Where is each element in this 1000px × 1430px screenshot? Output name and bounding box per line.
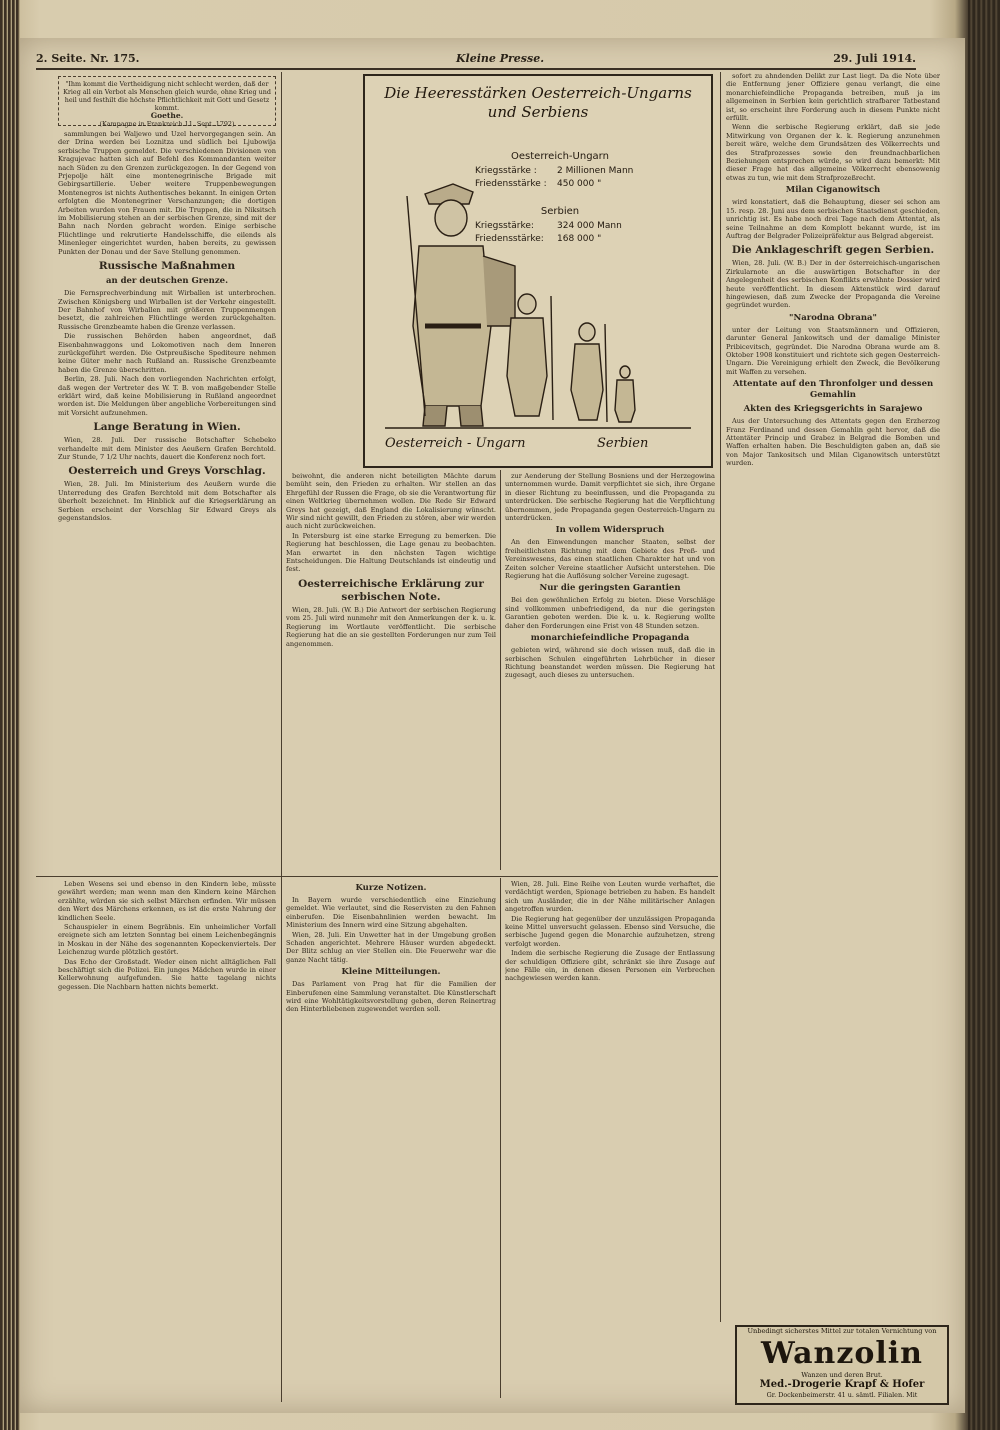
headline-russian-sub: an der deutschen Grenze.: [105, 276, 229, 287]
headline-wiederspruch: In vollem Widerspruch: [555, 525, 665, 536]
article-text: In Bayern wurde verschiedentlich eine Einziehung gemeldet. Wie verlautet, sind die Reservisten zu den Fahnen einberufen. Die Eisenbahnlinien werden bewacht. Im Ministerium des Innern wird eine Sitzung abgehalten.: [286, 896, 496, 930]
headline-lange: Lange Beratung in Wien.: [93, 421, 241, 434]
article-text: An den Einwendungen mancher Staaten, selbst der freiheitlichsten Richtung mit dem Gebiete des Preß- und Vereinswesens, das einen staatlichen Charakter hat und von Zeiten solcher Vereine staatlicher Aufsicht unterstehen. Die Regierung hat die Auflösung solcher Vereine zugesagt.: [505, 538, 715, 581]
article-text: Wien, 28. Juli. (W. B.) Die Antwort der serbischen Regierung vom 25. Juli wird nunmehr mit den Anmerkungen der k. u. k. Regierung im Wortlaute veröffentlicht. Die serbische Regierung hat die an sie gestellten Forderungen nur zum Teil angenommen.: [286, 605, 496, 648]
stat-row: [475, 165, 695, 178]
article-text: sammlungen bei Waljewo und Uzel hervorgegangen sein. An der Drina werden bei Loznitza und südlich bei Ljubowija serbische Truppen gemeldet. Die verschiedenen Divisionen von Kragujevac hatten sich auf Befehl des Kommandanten weiter nach Süden zu den Grenzen zurückgezogen. In der Gegend von Prjepolje hält eine montenegrinische Brigade mit Gebirgsartillerie. Ueber weitere Truppenbewegungen Montenegros ist nichts Authentisches bekannt. In einigen Orten erfolgten die Montenegriner Verschanzungen; die dortigen Arbeiten wurden von Frauen mit. Die Truppen, die in Niksitsch im Mobilisierung stehen an der serbischen Grenze, sind mit der Bahn nach Norden gebracht worden. Einige serbische Flüchtlinge und rekrutierte Handelsschiffe, die eilends als Minenleger eingerichtet wurden, haben bereits, zu gewissen Punkten der Donau und der Save Stellung genommen.: [58, 130, 276, 256]
ad-brand: Wanzolin: [761, 1336, 923, 1371]
article-text: wird konstatiert, daß die Behauptung, dieser sei schon am 15. resp. 28. Juni aus dem serbischen Staatsdienst geschieden, unrichtig ist. Es habe noch drei Tage nach dem Attentat, als seine Teilnahme an dem Komplott bekannt wurde, ist im Auftrag der Belgrader Polizeipräfektur aus Belgrad abgereist.: [726, 198, 940, 240]
headline-oesterreich: Oesterreich und Greys Vorschlag.: [68, 465, 266, 478]
headline-kurze: Kurze Notizen.: [355, 883, 427, 893]
column-divider: [500, 470, 501, 870]
caption-serbia: Serbien: [597, 436, 649, 451]
page-number: 2. Seite. Nr. 175.: [36, 52, 140, 65]
cartoon-title-line1: Die Heeresstärken Oesterreich-Ungarns: [384, 84, 692, 102]
ad-price: Mit: [906, 1391, 918, 1399]
peace-strength-value: 450 000 ": [557, 179, 602, 189]
stat-row: [475, 178, 695, 191]
article-text: Indem die serbische Regierung die Zusage der Entlassung der schuldigen Offiziere gibt, schränkt sie ihre Zusage auf jene Fälle ein, in denen diesen Personen ein Verbrechen nachgewiesen werden kann.: [505, 949, 715, 983]
country-serbia: Serbien: [540, 206, 580, 217]
book-spine: [0, 0, 20, 1430]
article-text: Wien, 28. Juli. Im Ministerium des Aeußern wurde die Unterredung des Grafen Berchtold mit dem Botschafter als überholt bezeichnet. Im Hinblick auf die Kriegserklärung an Serbien erscheint der Vorschlag Sir Edward Greys als gegenstandslos.: [58, 480, 276, 523]
article-text: Wien, 28. Juli. Ein Unwetter hat in der Umgebung großen Schaden angerichtet. Mehrere Häuser wurden abgedeckt. Der Blitz schlug an vier Stellen ein. Die Feuerwehr war die ganze Nacht tätig.: [286, 930, 496, 964]
headline-propaganda: monarchiefeindliche Propaganda: [530, 633, 690, 644]
headline-attentat: Attentate auf den Thronfolger und dessen Gemahlin: [732, 379, 934, 401]
quote-line: "Ihm kommt die Vertheidigung nicht schlecht werden, daß der: [65, 80, 269, 88]
army-statistics: [475, 148, 695, 246]
column-1: [58, 130, 276, 820]
article-text: Die Regierung hat gegenüber der unzulässigen Propaganda keine Mittel unversucht gelassen. Ebenso sind Versuche, die serbische Jugend gegen die Monarchie aufzuhetzen, streng verfolgt worden.: [505, 914, 715, 948]
article-text: Wenn die serbische Regierung erklärt, daß sie jede Mitwirkung von Organen der k. k. Regierung anzunehmen bereit wäre, welche dem Grundsätzen des Völkerrechts und des Strafprozesses sowie den freundnachbarlichen Beziehungen entsprechen würde, so wird dazu bemerkt: Mit dieser Frage hat das allgemeine Völkerrecht ebensowenig etwas zu tun, wie mit dem Strafprozeßrecht.: [726, 123, 940, 182]
country-austria: Oesterreich-Ungarn: [511, 151, 609, 162]
ad-address: [737, 1391, 947, 1399]
column-divider: [500, 878, 501, 1398]
ad-top-line: Unbedingt sicherstes Mittel zur totalen Vernichtung von: [747, 1327, 937, 1335]
war-strength-label: Kriegsstärke :: [475, 166, 537, 176]
small-soldier-figure: [571, 323, 607, 422]
column-7: [505, 880, 715, 1400]
war-strength-label: Kriegsstärke:: [475, 221, 534, 231]
quote-line: heil und festhilt die höchste Pflichtlichkeit mit Gott und Gesetz kommt.: [64, 96, 270, 112]
army-strength-cartoon: [363, 74, 713, 468]
ad-subline: Wanzen und deren Brut.: [801, 1371, 883, 1379]
headline-anklage: Die Anklageschrift gegen Serbien.: [731, 244, 935, 257]
article-text: gebieten wird, während sie doch wissen muß, daß die in serbischen Schulen eingeführten Lehrbücher in dieser Richtung beanstandet werden müssen. Die Regierung hat zugesagt, auch dieses zu untersuchen.: [505, 646, 715, 680]
peace-strength-value: 168 000 ": [557, 234, 602, 244]
article-text: beiwohnt, die anderen nicht beteiligten Mächte darum bemüht sein, den Frieden zu erhalten. Wir stellen an das Ehrgefühl der Russen die Frage, ob sie die Verantwortung für einen Weltkrieg übernehmen wollen. Die Rede Sir Edward Greys hat gezeigt, daß England die Lokalisierung wünscht. Wir sind nicht gewillt, den Frieden zu stören, aber wir werden auch nicht zurückweichen.: [286, 472, 496, 531]
page-edge: [968, 0, 1000, 1430]
cartoon-title-line2: und Serbiens: [487, 103, 589, 121]
soldiers-illustration: [365, 76, 711, 466]
peace-strength-label: Friedensstärke:: [475, 234, 544, 244]
article-text: Aus der Untersuchung des Attentats gegen den Erzherzog Franz Ferdinand und dessen Gemahlin geht hervor, daß die Attentäter Princip und Grabez in Belgrad die Bomben und Waffen erhalten haben. Die Beschuldigten gaben an, daß sie von Major Tankositsch und Milan Ciganowitsch unterstützt wurden.: [726, 417, 940, 468]
article-text: Bei den gewöhnlichen Erfolg zu bieten. Diese Vorschläge sind vollkommen unbefriedigend, da nur die geringsten Garantien geboten werden. Die k. u. k. Regierung wollte daher den Forderungen eine Frist von 48 Stunden setzen.: [505, 596, 715, 630]
issue-date: 29. Juli 1914.: [833, 52, 916, 65]
article-text: unter der Leitung von Staatsmännern und Offizieren, darunter General Jankowitsch und der damalige Minister Pribicevitsch, gegründet. Die Narodna Obrana wurde am 8. Oktober 1908 konstituiert und richtete sich gegen Oesterreich-Ungarn. Die Vereinigung erhielt den Zweck, die Bevölkerung mit Waffen zu versehen.: [726, 325, 940, 376]
column-5: [58, 880, 276, 1400]
war-strength-value: 324 000 Mann: [557, 221, 622, 231]
article-text: In Petersburg ist eine starke Erregung zu bemerken. Die Regierung hat beschlossen, die Lage genau zu beobachten. Man erwartet in den nächsten Tagen wichtige Entscheidungen. Die Haltung Deutschlands ist eindeutig und fest.: [286, 531, 496, 574]
headline-sarajewo: Akten des Kriegsgerichts in Sarajewo: [743, 404, 923, 415]
article-text: Die Fernsprechverbindung mit Wirballen ist unterbrochen. Zwischen Königsberg und Wirballen ist der Verkehr eingestellt. Der Bahnhof von Wirballen mit größeren Truppenmengen besetzt, die zahlreichen Flüchtlinge werden zurückgehalten. Russische Grenzbeamte haben die Grenze verlassen.: [58, 289, 276, 331]
article-text: zur Aenderung der Stellung Bosniens und der Herzegowina unternommen wurde. Damit verpflichtet sie sich, ihre Organe in dieser Richtung zu beeinflussen, und die Propaganda zu unterdrücken. Die serbische Regierung hat die Verpflichtung übernommen, jede Propaganda gegen Oesterreich-Ungarn zu unterdrücken.: [505, 472, 715, 523]
article-text: Wien, 28. Juli. Der russische Botschafter Schebeko verhandelte mit dem Minister des Aeußern Grafen Berchtold. Zur Stunde, 7 1/2 Uhr nachts, dauert die Konferenz noch fort.: [58, 436, 276, 461]
tiny-soldier-figure: [615, 366, 635, 422]
stat-row: [475, 220, 695, 233]
column-4: [726, 72, 940, 1317]
headline-narodna: "Narodna Obrana": [789, 312, 877, 323]
article-text: Schauspieler in einem Begräbnis. Ein unheimlicher Vorfall ereignete sich am letzten Sonntag bei einem Leichenbegängnis in Moskau in der Nähe des sogenannten Kopeckenviertels. Der Leichenzug wurde plötzlich gestört.: [58, 923, 276, 957]
column-3: [505, 472, 715, 872]
column-6: [286, 880, 496, 1400]
ad-address-text: Gr. Dockenbeimerstr. 41 u. sämtl. Filialen.: [766, 1391, 905, 1399]
quote-source: (Kampagne in Frankreich 11. Sept. 1792): [99, 120, 235, 128]
goethe-quote-box: [58, 76, 276, 126]
article-text: Wien, 28. Juli. (W. B.) Der in der österreichisch-ungarischen Zirkularnote an die auswärtigen Botschafter in der Angelegenheit des serbischen Konflikts erwähnte Dossier wird heute veröffentlicht. In diesem Aktenstück wird darauf hingewiesen, daß zum Zwecke der Propaganda die Vereine gegründet wurden.: [726, 259, 940, 310]
headline-garantien: Nur die geringsten Garantien: [539, 583, 681, 594]
article-text: Die russischen Behörden haben angeordnet, daß Eisenbahnwaggons und Lokomotiven nach dem Inneren zurückgeführt werden. Die Ostpreußische Spediteure nehmen keine Güter mehr nach Rußland an. Russische Grenzbeamte haben die Grenze überschritten.: [58, 332, 276, 374]
article-text: Das Echo der Großstadt. Weder einen nicht alltäglichen Fall beschäftigt sich die Polizei. Ein junges Mädchen wurde in einer Kellerwohnung aufgefunden. Sie hatte tagelang nichts gegessen. Die Nachbarn hatten nichts bemerkt.: [58, 957, 276, 991]
article-text: Leben Wesens sei und ebenso in den Kindern lebe, müsste gewährt werden; man wenn man den Kindern keine Märchen erzählte, würden sie sich selbst Märchen erfinden. Wir müssen den Wert des Märchens erkennen, es ist die erste Nahrung der kindlichen Seele.: [58, 880, 276, 922]
caption-austria: Oesterreich - Ungarn: [385, 436, 526, 451]
war-strength-value: 2 Millionen Mann: [557, 166, 634, 176]
headline-erklaerung: Oesterreichische Erklärung zur serbischen Note.: [298, 577, 484, 603]
article-text: Das Parlament von Prag hat für die Familien der Einberufenen eine Sammlung veranstaltet. Die Künstlerschaft wird eine Wohltätigkeitsvorstellung geben, deren Reinertrag den Hinterbliebenen zugewendet werden soll.: [286, 980, 496, 1014]
stat-row: [475, 233, 695, 246]
headline-russian: Russische Maßnahmen: [98, 260, 236, 273]
wanzolin-advertisement: [735, 1325, 949, 1405]
column-divider: [281, 72, 282, 1402]
article-text: Berlin, 28. Juli. Nach den vorliegenden Nachrichten erfolgt, daß wegen der Vertreter des W. T. B. von maßgebender Stelle erklärt wird, daß keine Mobilisierung in Rußland angeordnet worden ist. Die Meldungen über angebliche Vorbereitungen sind mit Vorsicht aufzunehmen.: [58, 375, 276, 417]
peace-strength-label: Friedensstärke :: [475, 179, 547, 189]
article-text: Wien, 28. Juli. Eine Reihe von Leuten wurde verhaftet, die verdächtigt werden, Spionage betrieben zu haben. Es handelt sich um Ausländer, die in der Nähe militärischer Anlagen angetroffen wurden.: [505, 880, 715, 914]
article-text: sofort zu ahndenden Delikt zur Last liegt. Da die Note über die Entfernung jener Offiziere genau verlangt, die eine monarchiefeindliche Propaganda betreiben, muß ja im allgemeinen in Serbien kein gerichtlich strafbarer Tatbestand ist, so erscheint ihre Forderung auch in diesem Punkte nicht erfüllt.: [726, 72, 940, 123]
paper-name: Kleine Presse.: [456, 52, 545, 65]
headline-kleine: Kleine Mitteilungen.: [341, 967, 441, 978]
column-divider: [720, 72, 721, 1322]
section-rule: [36, 876, 718, 877]
quote-attribution: Goethe.: [150, 111, 184, 120]
ad-company: Med.-Drogerie Krapf & Hofer: [759, 1379, 925, 1390]
headline-milan: Milan Ciganowitsch: [785, 185, 881, 196]
column-2: [286, 472, 496, 872]
quote-line: Krieg all ein Verbot als Menschen gleich wurde, ohne Krieg und: [63, 88, 271, 96]
masthead-rule: [36, 68, 916, 70]
